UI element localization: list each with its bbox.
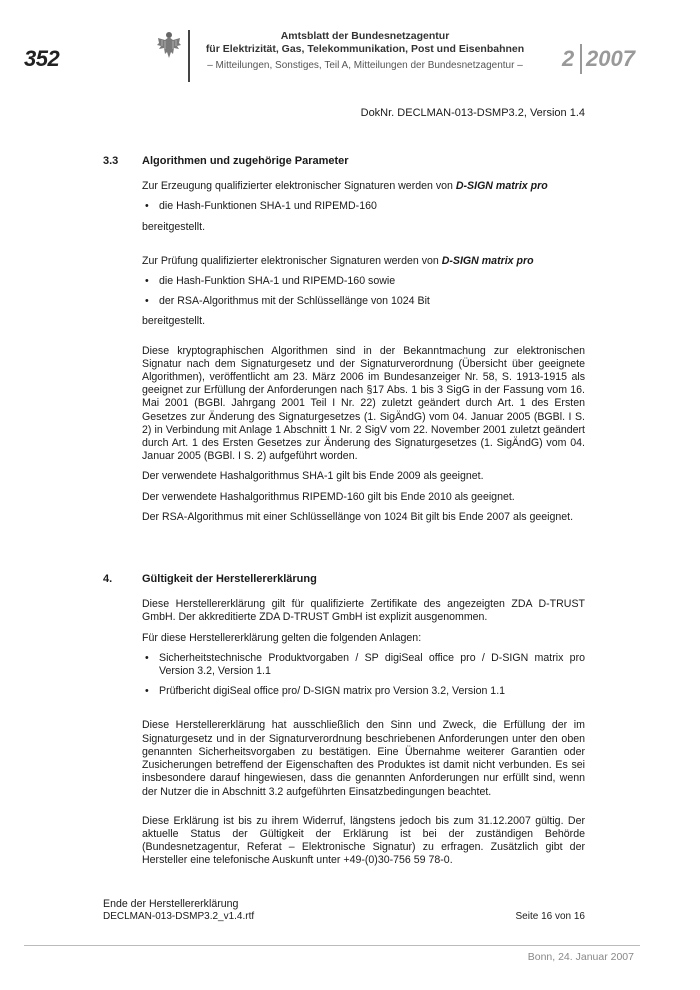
bullet-icon: • (145, 685, 149, 698)
footer-file-name: DECLMAN-013-DSMP3.2_v1.4.rtf (103, 911, 255, 922)
verification-intro-text: Zur Prüfung qualifizierter elektronischer Signaturen werden von (142, 254, 442, 267)
validity-sha1: Der verwendete Hashalgorithmus SHA-1 gilt bis Ende 2009 als geeignet. (142, 470, 484, 483)
bullet-icon: • (145, 651, 149, 664)
page-number: 352 (24, 46, 60, 71)
issue-badge (560, 44, 640, 74)
section-title: Algorithmen und zugehörige Parameter (142, 155, 349, 167)
federal-eagle-icon (156, 30, 182, 60)
header-divider (188, 30, 190, 82)
crypto-paragraph: Diese kryptographischen Algorithmen sind in der Bekanntmachung zur elektronischen Signatur nach dem Signaturgesetz und der Signaturverordnung (Übersicht über geeignete Algorithmen), veröffentlicht am 23. März 2006 im Bundesanzeiger Nr. 58, S. 1913-1915 als geeignet zur Erfüllung der Anforderungen nach §17 Abs. 1 bis 3 SigG in der Fassung vom 16. Mai 2001 (BGBl. Jahrgang 2001 Teil I Nr. 22) zuletzt geändert durch Art. 1 des Ersten Gesetzes zur Änderung des Signaturgesetzes (1. SigÄndG) vom 04. Januar 2005 (BGBl. I S. 2) in Verbindung mit Anlage 1 Abschnitt 1 Nr. 2 SigV vom 22. November 2001 zuletzt geändert durch Art. 1 des Ersten Gesetzes zur Änderung des Signaturgesetzes (1. SigÄndG) vom 04. Januar 2005 (BGBl. I S. 2) aufgeführt worden. (142, 344, 585, 463)
section-3-3-content (142, 180, 585, 524)
section-number: 4. (103, 573, 113, 586)
section-heading-4 (103, 573, 585, 586)
issue-number: 2 (562, 46, 575, 71)
list-item-text: Sicherheitstechnische Produktvorgaben / SP digiSeal office pro / D-SIGN matrix pro Version 3.2, Version 1.1 (159, 651, 585, 678)
list-item (142, 295, 585, 308)
gazette-header (200, 30, 530, 72)
validity-rsa: Der RSA-Algorithmus mit einer Schlüssellänge von 1024 Bit gilt bis Ende 2007 als geeignet. (142, 510, 574, 523)
footer-place-date: Bonn, 24. Januar 2007 (527, 951, 634, 963)
section-number: 3.3 (103, 155, 119, 167)
bullet-icon: • (145, 200, 149, 213)
validity-ripemd: Der verwendete Hashalgorithmus RIPEMD-160 gilt bis Ende 2010 als geeignet. (142, 490, 515, 503)
gazette-subtitle: für Elektrizität, Gas, Telekommunikation, Post und Eisenbahnen (205, 43, 525, 55)
provided-text: bereitgestellt. (142, 220, 206, 233)
product-name: D-SIGN matrix pro (441, 254, 534, 267)
attachments-intro: Für diese Herstellererklärung gelten die folgenden Anlagen: (142, 631, 422, 644)
end-note: Ende der Herstellererklärung (103, 897, 239, 910)
gazette-section: – Mitteilungen, Sonstiges, Teil A, Mitteilungen der Bundesnetzagentur – (207, 60, 523, 71)
purpose-paragraph: Diese Herstellererklärung hat ausschließlich den Sinn und Zweck, die Erfüllung der im Signaturgesetz und in der Signaturverordnung beschriebenen Anforderungen unter den oben genannten Sicherheitsvorgaben zu bestätigen. Eine Übernahme weiterer Garantien oder Zusicherungen betreffend der Eigenschaften des Produktes ist damit nicht verbunden. Es sei insbesondere darauf hingewiesen, dass die genannten Anforderungen nur erfüllt sind, wenn der Nutzer die in Abschnitt 3.2 aufgeführten Einsatzbedingungen beachtet. (142, 719, 585, 798)
list-item (142, 275, 585, 288)
generation-intro-text: Zur Erzeugung qualifizierter elektronischer Signaturen werden von (142, 180, 456, 193)
provided-text: bereitgestellt. (142, 315, 206, 328)
issue-divider (580, 44, 582, 74)
gazette-title: Amtsblatt der Bundesnetzagentur (280, 30, 450, 42)
issue-year: 2007 (586, 46, 635, 71)
footer-page-info: Seite 16 von 16 (515, 911, 585, 922)
list-item-text: der RSA-Algorithmus mit der Schlüssellänge von 1024 Bit (159, 295, 430, 308)
verification-intro (142, 255, 585, 268)
section-title: Gültigkeit der Herstellererklärung (142, 573, 317, 586)
scope-paragraph: Diese Herstellererklärung gilt für qualifizierte Zertifikate des angezeigten ZDA D-TRUST GmbH. Der akkreditierte ZDA D-TRUST GmbH ist explizit ausgenommen. (142, 598, 585, 624)
section-heading-3-3 (103, 155, 585, 168)
list-item-text: die Hash-Funktionen SHA-1 und RIPEMD-160 (159, 200, 377, 213)
document-body (103, 155, 585, 918)
document-reference: DokNr. DECLMAN-013-DSMP3.2, Version 1.4 (360, 107, 585, 119)
list-item (142, 685, 585, 698)
generation-intro (142, 180, 585, 193)
bullet-icon: • (145, 275, 149, 288)
list-item-text: die Hash-Funktion SHA-1 und RIPEMD-160 sowie (159, 275, 396, 288)
list-item (142, 652, 585, 678)
list-item-text: Prüfbericht digiSeal office pro/ D-SIGN matrix pro Version 3.2, Version 1.1 (159, 685, 506, 698)
bullet-icon: • (145, 295, 149, 308)
list-item (142, 200, 585, 213)
footer-divider (24, 945, 640, 946)
section-4-content (142, 598, 585, 867)
product-name: D-SIGN matrix pro (455, 180, 548, 193)
validity-paragraph: Diese Erklärung ist bis zu ihrem Widerruf, längstens jedoch bis zum 31.12.2007 gültig. Der aktuelle Status der Gültigkeit der Erklärung ist bei der zuständigen Behörde (Bundesnetzagentur, Referat – Elektronische Signatur) zu erfragen. Zusätzlich gibt der Hersteller eine telefonische Auskunft unter +49-(0)30-756 59 78-0. (142, 814, 585, 867)
